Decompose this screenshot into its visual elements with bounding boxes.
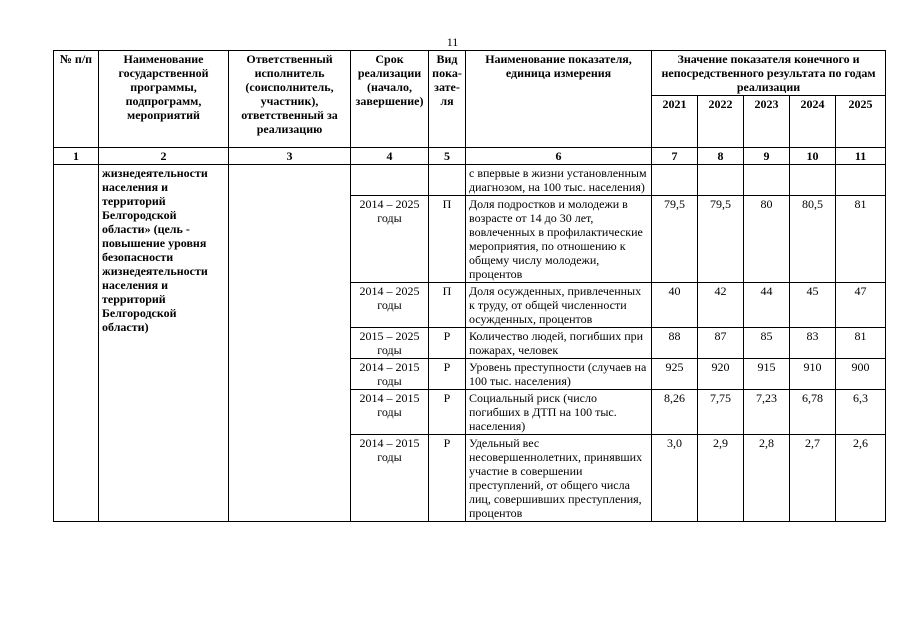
value-cell: 87 (698, 328, 744, 359)
period-cell: 2014 – 2025 годы (351, 283, 429, 328)
value-cell: 6,78 (790, 390, 836, 435)
value-cell: 3,0 (652, 435, 698, 522)
value-cell: 88 (652, 328, 698, 359)
value-cell (744, 165, 790, 196)
indicator-name-cell: Доля подростков и молодежи в возрасте от 14 до 30 лет, вовлеченных в профилактические мероприятия, по отношению к общему числу молодежи, процентов (466, 196, 652, 283)
value-cell: 47 (836, 283, 886, 328)
column-numbers-row (54, 148, 886, 165)
value-cell: 44 (744, 283, 790, 328)
header-indicator-name: Наименование показателя, единица измерения (466, 51, 652, 148)
column-number: 8 (698, 148, 744, 165)
column-number: 1 (54, 148, 99, 165)
value-cell (698, 165, 744, 196)
indicator-name-cell: Доля осужденных, привлеченных к труду, от общей численности осужденных, процентов (466, 283, 652, 328)
value-cell: 45 (790, 283, 836, 328)
indicator-name-cell: с впервые в жизни установленным диагнозом, на 100 тыс. населения) (466, 165, 652, 196)
column-number: 11 (836, 148, 886, 165)
header-year-2024: 2024 (790, 96, 836, 148)
column-number: 5 (429, 148, 466, 165)
value-cell: 2,9 (698, 435, 744, 522)
value-cell: 910 (790, 359, 836, 390)
value-cell: 7,75 (698, 390, 744, 435)
row-number-cell (54, 165, 99, 522)
period-cell: 2014 – 2015 годы (351, 435, 429, 522)
period-cell: 2015 – 2025 годы (351, 328, 429, 359)
indicator-type-cell (429, 165, 466, 196)
indicator-type-cell: Р (429, 359, 466, 390)
column-number: 4 (351, 148, 429, 165)
indicator-name-cell: Удельный вес несовершеннолетних, принявших участие в совершении преступлений, от общего числа лиц, совершивших преступления, процентов (466, 435, 652, 522)
column-number: 7 (652, 148, 698, 165)
header-values-group: Значение показателя конечного и непосредственного результата по годам реализации (652, 51, 886, 96)
program-name-cell: жизнедеятельности населения и территорий Белгородской области» (цель - повышение уровня безопасности жизнедеятельности населения и территорий Белгородской области) (99, 165, 229, 522)
value-cell: 2,7 (790, 435, 836, 522)
value-cell: 79,5 (652, 196, 698, 283)
period-cell: 2014 – 2025 годы (351, 196, 429, 283)
header-year-2023: 2023 (744, 96, 790, 148)
indicators-table (53, 50, 886, 522)
value-cell: 81 (836, 196, 886, 283)
period-cell: 2014 – 2015 годы (351, 390, 429, 435)
indicator-type-cell: Р (429, 328, 466, 359)
value-cell: 81 (836, 328, 886, 359)
header-number: № п/п (54, 51, 99, 148)
header-year-2025: 2025 (836, 96, 886, 148)
period-cell (351, 165, 429, 196)
value-cell: 7,23 (744, 390, 790, 435)
value-cell (836, 165, 886, 196)
header-program-name: Наименование государственной программы, подпрограмм, мероприятий (99, 51, 229, 148)
header-period: Срок реализации (начало, завершение) (351, 51, 429, 148)
header-indicator-type: Вид пока-зате-ля (429, 51, 466, 148)
header-year-2022: 2022 (698, 96, 744, 148)
header-responsible: Ответственный исполнитель (соисполнитель, участник), ответственный за реализацию (229, 51, 351, 148)
page-number: 11 (446, 35, 459, 49)
indicator-type-cell: П (429, 283, 466, 328)
value-cell: 79,5 (698, 196, 744, 283)
indicator-name-cell: Социальный риск (число погибших в ДТП на 100 тыс. населения) (466, 390, 652, 435)
indicator-name-cell: Количество людей, погибших при пожарах, человек (466, 328, 652, 359)
period-cell: 2014 – 2015 годы (351, 359, 429, 390)
value-cell (652, 165, 698, 196)
value-cell: 80 (744, 196, 790, 283)
header-year-2021: 2021 (652, 96, 698, 148)
value-cell: 83 (790, 328, 836, 359)
indicator-type-cell: П (429, 196, 466, 283)
column-number: 10 (790, 148, 836, 165)
value-cell: 8,26 (652, 390, 698, 435)
indicator-type-cell: Р (429, 435, 466, 522)
column-number: 6 (466, 148, 652, 165)
value-cell: 920 (698, 359, 744, 390)
value-cell: 925 (652, 359, 698, 390)
indicator-type-cell: Р (429, 390, 466, 435)
value-cell: 6,3 (836, 390, 886, 435)
value-cell: 2,6 (836, 435, 886, 522)
responsible-cell (229, 165, 351, 522)
column-number: 9 (744, 148, 790, 165)
value-cell: 2,8 (744, 435, 790, 522)
value-cell: 85 (744, 328, 790, 359)
value-cell: 900 (836, 359, 886, 390)
value-cell: 915 (744, 359, 790, 390)
value-cell (790, 165, 836, 196)
table-row (54, 165, 886, 196)
value-cell: 80,5 (790, 196, 836, 283)
indicator-name-cell: Уровень преступности (случаев на 100 тыс. населения) (466, 359, 652, 390)
column-number: 2 (99, 148, 229, 165)
column-number: 3 (229, 148, 351, 165)
value-cell: 40 (652, 283, 698, 328)
value-cell: 42 (698, 283, 744, 328)
